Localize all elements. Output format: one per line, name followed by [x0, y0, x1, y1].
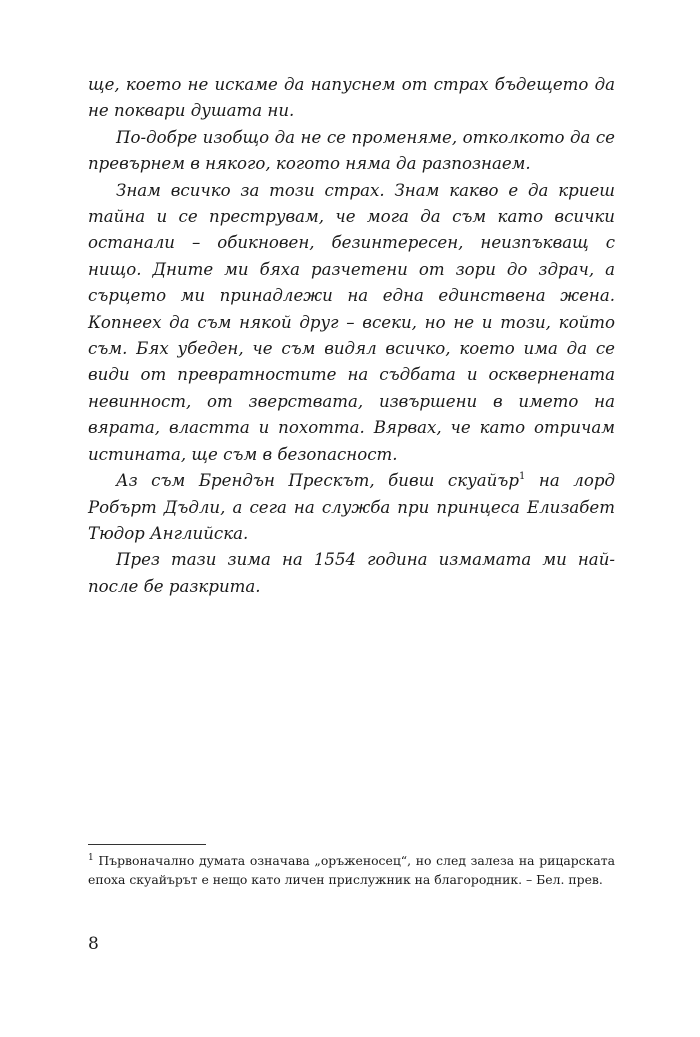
- footnote-number: 1: [88, 853, 94, 863]
- paragraph: През тази зима на 1554 година измамата ми най-после бе разкрита.: [88, 550, 615, 596]
- footnote-marker[interactable]: 1: [519, 471, 526, 483]
- paragraph: По-добре изобщо да не се променяме, отколкото да се превърнем в някого, когото няма да разпознаем.: [88, 127, 615, 174]
- paragraph-text: Аз съм Брендън Прескът, бивш скуайър: [116, 471, 519, 491]
- footnote: [88, 852, 615, 889]
- paragraph-continuation: ще, което не искаме да напуснем от страх бъдещето да не поквари душата ни.: [88, 75, 615, 121]
- footnote-text: Първоначално думата означава „оръженосец“, но след залеза на рицарската епоха скуайърът е нещо като личен прислужник на благородник. – Бел. прев.: [88, 853, 615, 887]
- paragraph: Знам всичко за този страх. Знам какво е да криеш тайна и се преструвам, че мога да съм като всички останали – обикновен, безинтересен, неизпъкващ с нищо. Дните ми бяха разчетени от зори до здрач, а сърцето ми принадлежи на една единствена жена. Копнеех да съм някой друг – всеки, но не и този, който съм. Бях убеден, че съм видял всичко, което има да се види от превратностите на съдбата и осквернената невинност, от зверствата, извършени в името на вярата, властта и похотта. Вярвах, че като отричам истината, ще съм в безопасност.: [88, 180, 615, 464]
- main-text-block: [88, 72, 615, 600]
- paragraph-with-footnote: [88, 468, 615, 547]
- paragraph-text: на лорд Робърт Дъдли, а сега на служба при принцеса Елизабет Тюдор Английска.: [88, 471, 615, 543]
- footnote-divider: [88, 844, 206, 845]
- page-number: 8: [88, 934, 99, 954]
